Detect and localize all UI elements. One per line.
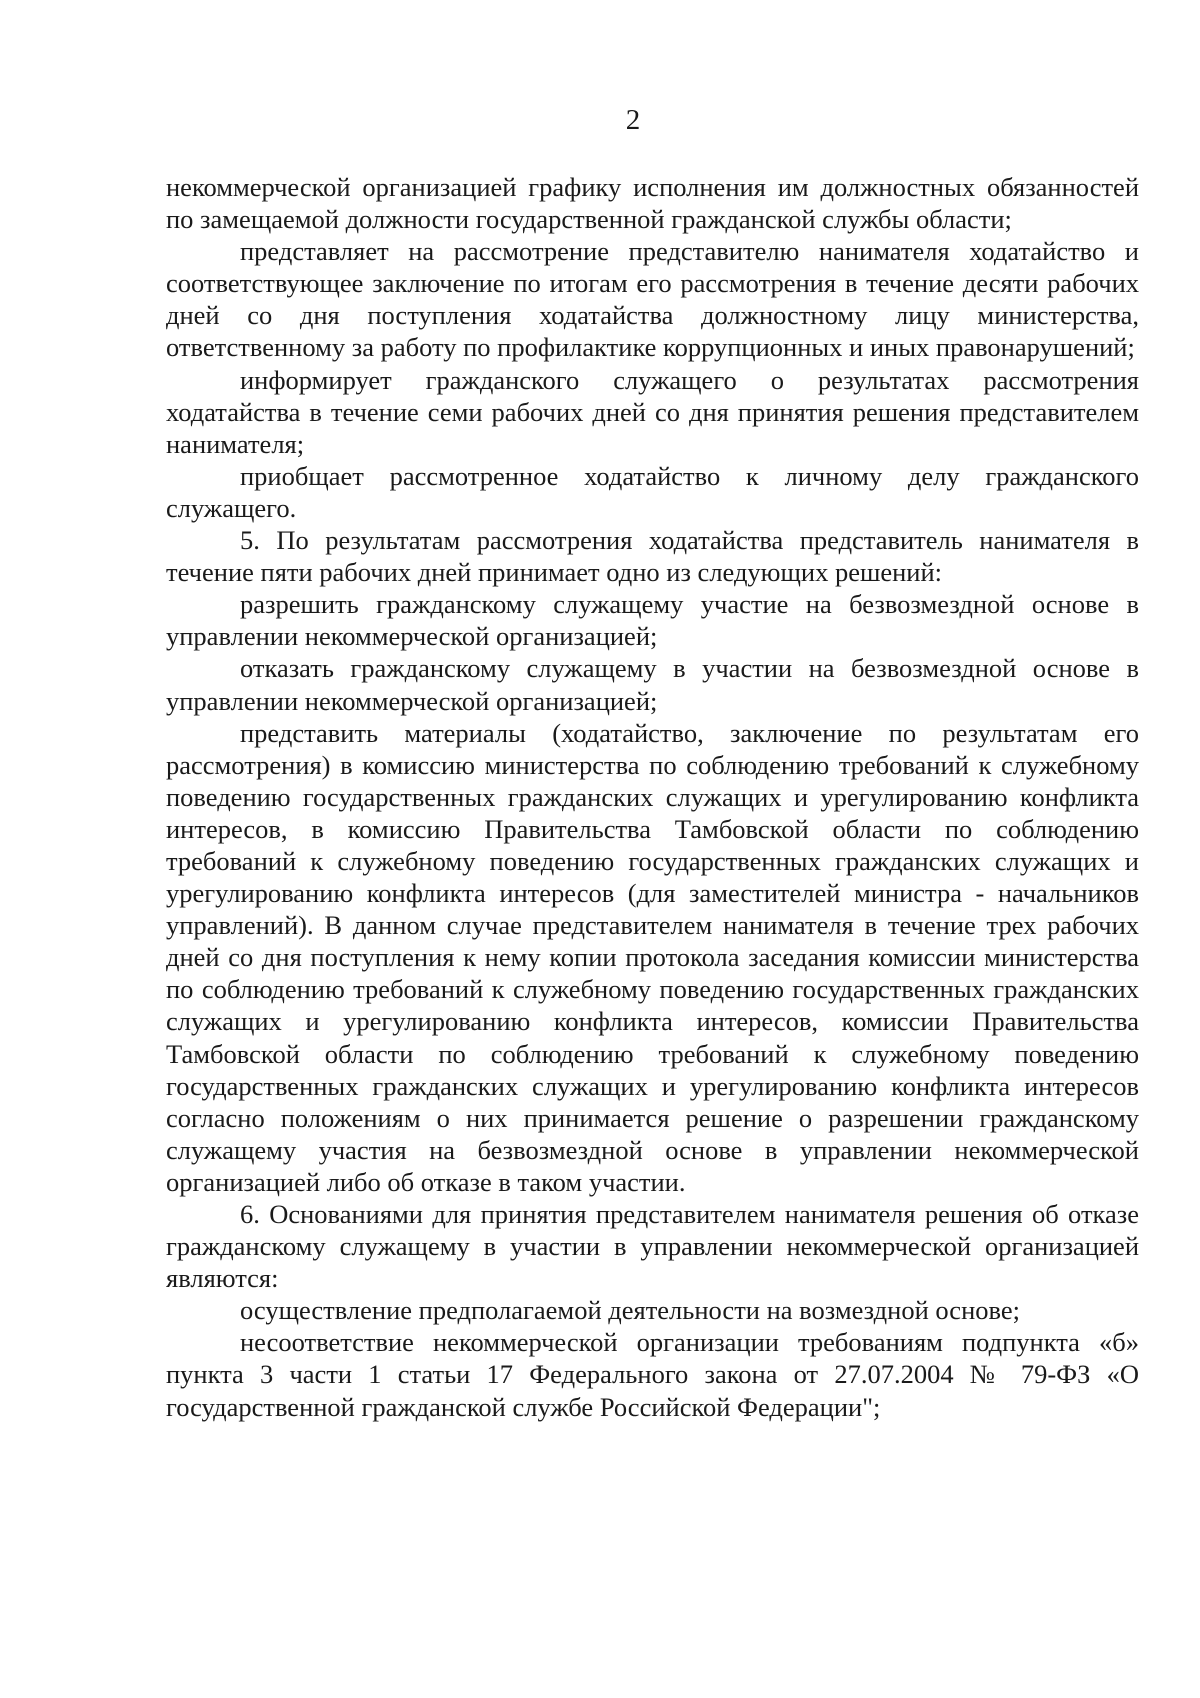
paragraph-2: представляет на рассмотрение представителю нанимателя ходатайство и соответствующее заключение по итогам его рассмотрения в течение десяти рабочих дней со дня поступления ходатайства должностному лицу министерства, ответственному за работу по профилактике коррупционных и иных правонарушений;: [166, 236, 1139, 363]
paragraph-1: некоммерческой организацией графику исполнения им должностных обязанностей по замещаемой должности государственной гражданской службы области;: [166, 172, 1139, 235]
paragraph-item-6: 6. Основаниями для принятия представителем нанимателя решения об отказе гражданскому служащему в участии в управлении некоммерческой организацией являются:: [166, 1199, 1139, 1294]
paragraph-3: информирует гражданского служащего о результатах рассмотрения ходатайства в течение семи рабочих дней со дня принятия решения представителем нанимателя;: [166, 364, 1139, 459]
page-number: 2: [625, 104, 641, 136]
paragraph-6: разрешить гражданскому служащему участие на безвозмездной основе в управлении некоммерческой организацией;: [166, 589, 1139, 652]
paragraph-item-5: 5. По результатам рассмотрения ходатайства представитель нанимателя в течение пяти рабочих дней принимает одно из следующих решений:: [166, 525, 1139, 588]
paragraph-11: несоответствие некоммерческой организации требованиям подпункта «б» пункта 3 части 1 статьи 17 Федерального закона от 27.07.2004 № 79-ФЗ «О государственной гражданской службе Российской Федерации";: [166, 1327, 1139, 1422]
paragraph-7: отказать гражданскому служащему в участии на безвозмездной основе в управлении некоммерческой организацией;: [166, 653, 1139, 716]
paragraph-4: приобщает рассмотренное ходатайство к личному делу гражданского служащего.: [166, 460, 1139, 523]
document-body: [166, 171, 1139, 1423]
paragraph-8: представить материалы (ходатайство, заключение по результатам его рассмотрения) в комиссию министерства по соблюдению требований к служебному поведению государственных гражданских служащих и урегулированию конфликта интересов, в комиссию Правительства Тамбовской области по соблюдению требований к служебному поведению государственных гражданских служащих и урегулированию конфликта интересов (для заместителей министра - начальников управлений). В данном случае представителем нанимателя в течение трех рабочих дней со дня поступления к нему копии протокола заседания комиссии министерства по соблюдению требований к служебному поведению государственных гражданских служащих и урегулированию конфликта интересов, комиссии Правительства Тамбовской области по соблюдению требований к служебному поведению государственных гражданских служащих и урегулированию конфликта интересов согласно положениям о них принимается решение о разрешении гражданскому служащему участия на безвозмездной основе в управлении некоммерческой организацией либо об отказе в таком участии.: [166, 717, 1139, 1197]
paragraph-10: осуществление предполагаемой деятельности на возмездной основе;: [240, 1295, 1020, 1326]
